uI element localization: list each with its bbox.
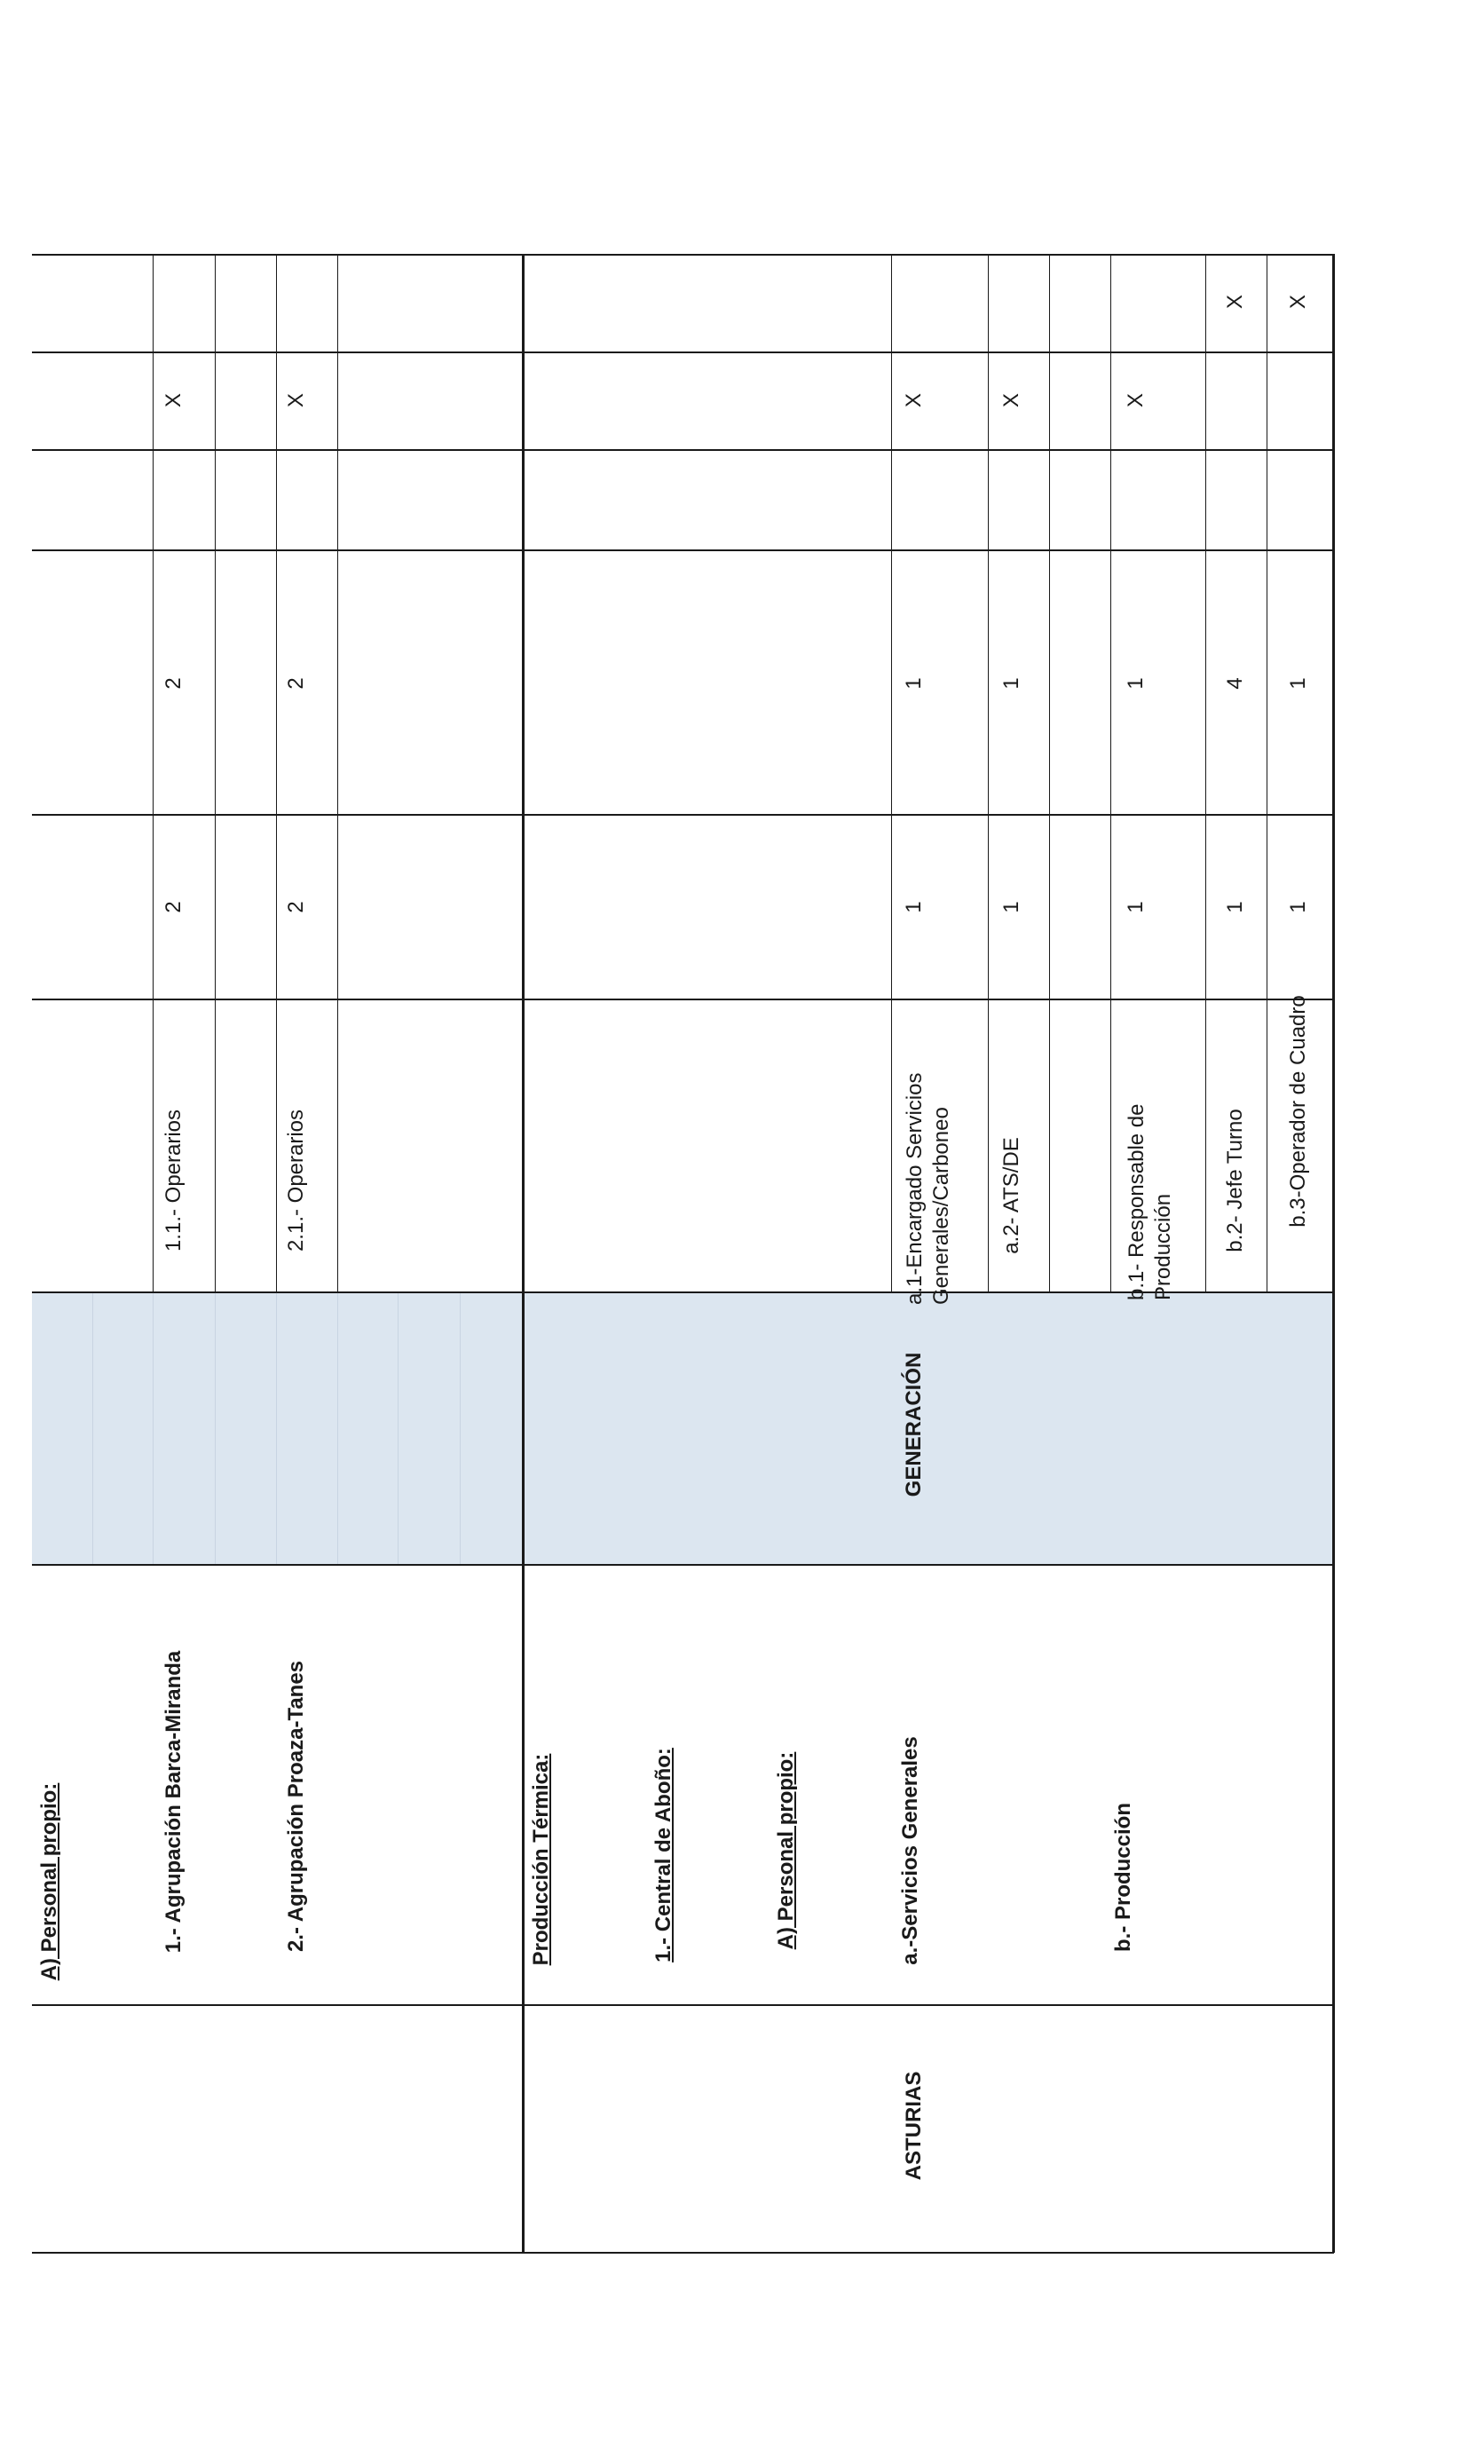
grid-line: [153, 254, 154, 1292]
heading-produccion: b.- Producción: [1111, 1803, 1135, 1952]
grid-line: [32, 351, 1334, 353]
grid-line: [1332, 254, 1335, 2253]
grid-line: [32, 2252, 1334, 2254]
puesto-cell: 1.1.- Operarios: [162, 1109, 186, 1252]
value-cell: 1: [1286, 677, 1310, 690]
grid-line: [215, 254, 216, 1292]
value-cell: 2: [162, 677, 186, 690]
puesto-cell: a.1-Encargado Servicios Generales/Carboneo: [903, 1072, 953, 1305]
value-cell: 2: [284, 677, 308, 690]
value-cell: 1: [999, 677, 1023, 690]
puesto-cell: b.1- Responsable de Producción: [1125, 1103, 1175, 1300]
grid-line: [32, 254, 1334, 256]
value-cell: 1: [1124, 901, 1148, 913]
mark-cell: X: [284, 392, 308, 408]
mark-cell: X: [1223, 294, 1247, 310]
grid-line: [988, 254, 989, 1292]
value-cell: 1: [1124, 677, 1148, 690]
mark-cell: X: [902, 392, 926, 408]
value-cell: 4: [1223, 677, 1247, 690]
value-cell: 2: [284, 901, 308, 913]
grid-line: [1205, 254, 1206, 1292]
grid-line: [337, 254, 338, 1292]
mark-cell: X: [162, 392, 186, 408]
grid-line: [32, 999, 1334, 1000]
shade-line: [276, 1291, 277, 1564]
grid-line: [891, 254, 892, 1292]
value-cell: 1: [999, 901, 1023, 913]
value-cell: 1: [1223, 901, 1247, 913]
generacion-shaded-block: [32, 1291, 1335, 1564]
heading-personal-propio-2: A) Personal propio:: [774, 1751, 798, 1950]
puesto-cell: b.3-Operador de Cuadro: [1286, 995, 1310, 1228]
shade-line: [460, 1291, 461, 1564]
shade-line: [153, 1291, 154, 1564]
value-cell: 1: [902, 901, 926, 913]
grid-line: [1049, 254, 1050, 1292]
heading-agrupacion-proaza-tanes: 2.- Agrupación Proaza-Tanes: [284, 1660, 308, 1953]
grid-line: [276, 254, 277, 1292]
grid-line: [32, 814, 1334, 816]
mark-cell: X: [1286, 294, 1310, 310]
grid-line: [1332, 2004, 1335, 2253]
grid-line: [32, 2004, 1334, 2006]
puesto-cell: b.2- Jefe Turno: [1223, 1109, 1247, 1252]
heading-agrupacion-barca-miranda: 1.- Agrupación Barca-Miranda: [162, 1650, 186, 1954]
value-cell: 2: [162, 901, 186, 913]
grid-line: [522, 254, 525, 2253]
shade-line: [215, 1291, 216, 1564]
grid-line: [32, 449, 1334, 451]
section-label-generacion: GENERACIÓN: [902, 1352, 926, 1497]
mark-cell: X: [1124, 392, 1148, 408]
heading-central-abono: 1.- Central de Aboño:: [651, 1748, 675, 1963]
value-cell: 1: [902, 677, 926, 690]
region-label: ASTURIAS: [902, 2071, 926, 2181]
grid-line: [32, 549, 1334, 551]
shade-line: [92, 1291, 93, 1564]
heading-produccion-termica: Producción Térmica:: [529, 1753, 553, 1966]
puesto-cell: a.2- ATS/DE: [999, 1137, 1023, 1254]
shade-line: [337, 1291, 338, 1564]
grid-line: [32, 1564, 1334, 1566]
shade-line: [398, 1291, 399, 1564]
puesto-cell: 2.1.- Operarios: [284, 1109, 308, 1252]
heading-servicios-generales: a.-Servicios Generales: [898, 1736, 922, 1965]
mark-cell: X: [999, 392, 1023, 408]
grid-line: [1110, 254, 1111, 1292]
heading-personal-propio-1: A) Personal propio:: [37, 1782, 61, 1981]
value-cell: 1: [1286, 901, 1310, 913]
